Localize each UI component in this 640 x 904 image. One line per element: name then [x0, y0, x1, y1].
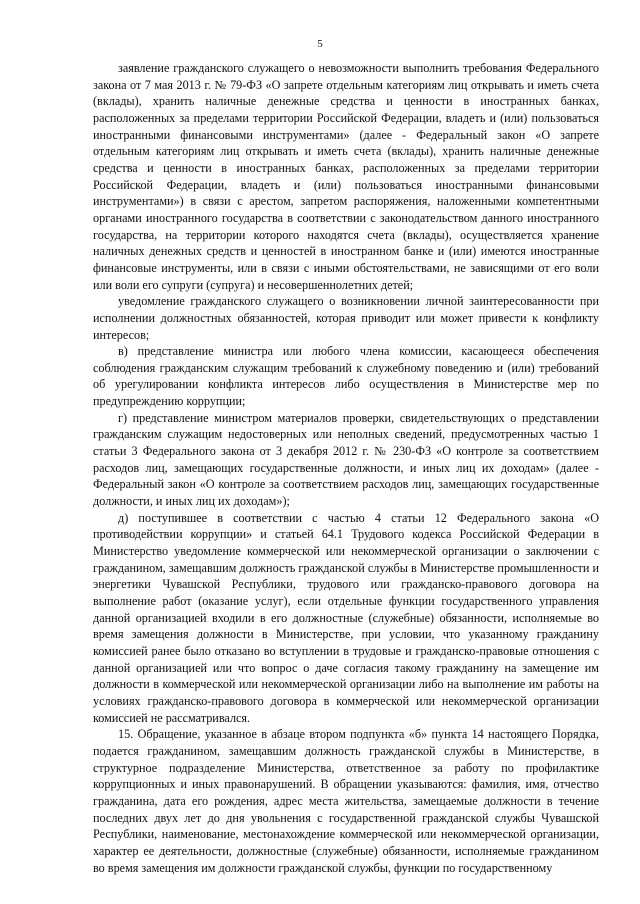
paragraph-conflict-notice: уведомление гражданского служащего о возникновении личной заинтересованности при исполнении должностных обязанностей, которая приводит или может привести к конфликту интересов; — [93, 294, 599, 342]
paragraph-item-v: в) представление министра или любого члена комиссии, касающееся обеспечения соблюдения гражданским служащим требований к служебному поведению и (или) требований об урегулировании конфликта интересов либо осуществления в Министерстве мер по предупреждению коррупции; — [93, 344, 599, 409]
paragraph-item-g: г) представление министром материалов проверки, свидетельствующих о представлении гражданским служащим недостоверных или неполных сведений, предусмотренных частью 1 статьи 3 Федерального закона от 3 декабря 2012 г. № 230-ФЗ «О контроле за соответствием расходов лиц, замещающих государственные должности, и иных лиц их доходам» (далее - Федеральный закон «О контроле за соответствием расходов лиц, замещающих государственные должности, и иных лиц их доходам»); — [93, 410, 599, 509]
page-number: 5 — [317, 38, 323, 50]
paragraph-statement-foreign-accounts: заявление гражданского служащего о невозможности выполнить требования Федерального закона от 7 мая 2013 г. № 79-ФЗ «О запрете отдельным категориям лиц открывать и иметь счета (вклады), хранить наличные денежные средства и ценности в иностранных банках, расположенных за пределами территории Российской Федерации, владеть и (или) пользоваться иностранными финансовыми инструментами» (далее - Федеральный закон «О запрете отдельным категориям лиц открывать и иметь счета (вклады), хранить наличные денежные средства и ценности в иностранных банках, расположенных за пределами территории Российской Федерации, владеть и (или) пользоваться иностранными финансовыми инструментами») в связи с арестом, запретом распоряжения, наложенными компетентными органами иностранного государства в соответствии с законодательством данного иностранного государства, на территории которого находятся счета (вклады), осуществляется хранение наличных денежных средств и ценностей в иностранном банке и (или) имеются иностранные финансовые инструменты, или в связи с иными обстоятельствами, не зависящими от его воли или воли его супруги (супруга) и несовершеннолетних детей; — [93, 61, 599, 292]
paragraph-section-15: 15. Обращение, указанное в абзаце втором подпункта «б» пункта 14 настоящего Порядка, подается гражданином, замещавшим должность гражданской службы в Министерстве, в структурное подразделение Министерства, ответственное за работу по профилактике коррупционных и иных правонарушений. В обращении указываются: фамилия, имя, отчество гражданина, дата его рождения, адрес места жительства, замещаемые должности в течение последних двух лет до дня увольнения с государственной гражданской службы Чувашской Республики, наименование, местонахождение коммерческой или некоммерческой организации, характер ее деятельности, должностные (служебные) обязанности, исполняемые гражданином во время замещения им должности гражданской службы, функции по государственному — [93, 727, 599, 875]
document-body — [93, 60, 599, 876]
paragraph-item-d: д) поступившее в соответствии с частью 4 статьи 12 Федерального закона «О противодействии коррупции» и статьей 64.1 Трудового кодекса Российской Федерации в Министерство уведомление коммерческой или некоммерческой организации о заключении с гражданином, замещавшим должность гражданской службы в Министерстве промышленности и энергетики Чувашской Республики, трудового или гражданско-правового договора на выполнение работ (оказание услуг), если отдельные функции государственного управления данной организацией входили в его должностные (служебные) обязанности, исполняемые во время замещения должности в Министерстве, при условии, что указанному гражданину комиссией ранее было отказано во вступлении в трудовые и гражданско-правовые отношения с данной организацией или что вопрос о даче согласия такому гражданину на замещение им должности в коммерческой или некоммерческой организации либо на выполнение им работы на условиях гражданско-правового договора в коммерческой или некоммерческой организации комиссией не рассматривался. — [93, 510, 599, 725]
